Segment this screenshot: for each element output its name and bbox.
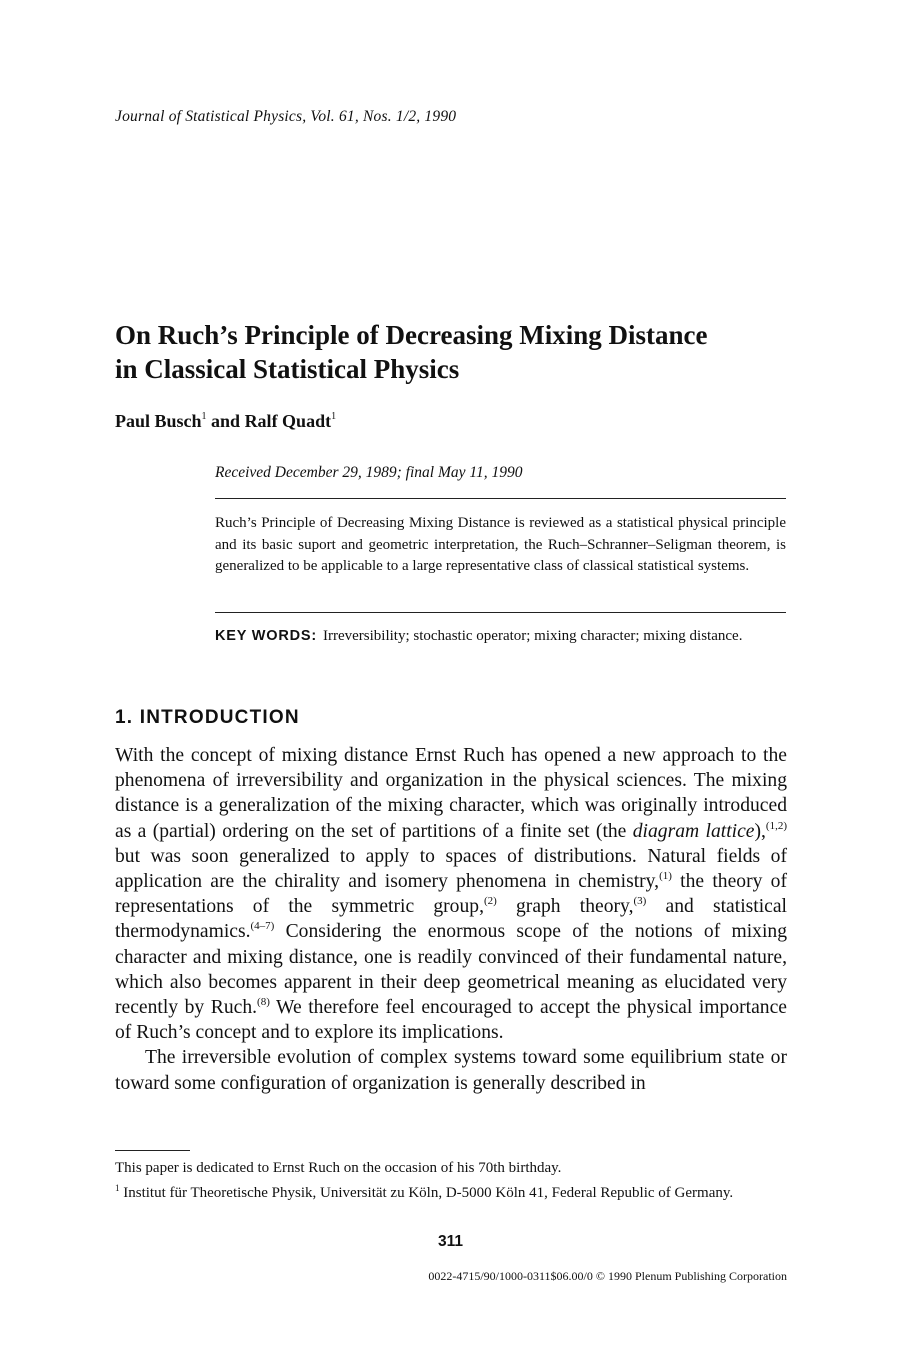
dedication-note: This paper is dedicated to Ernst Ruch on the occasion of his 70th birthday. (115, 1160, 562, 1176)
citation-ref: (8) (257, 996, 270, 1009)
text-run: ), (754, 820, 766, 842)
received-dates: Received December 29, 1989; final May 11, 1990 (215, 464, 523, 481)
citation-ref: (2) (483, 895, 497, 908)
affiliation-footnote (115, 1178, 787, 1203)
paragraph (115, 743, 787, 1045)
abstract: Ruch’s Principle of Decreasing Mixing Distance is reviewed as a statistical physical principle and its basic suport and geometric interpretation, the Ruch–Schranner–Seligman theorem, is generalized to be applicable to a large representative class of classical statistical systems. (215, 515, 786, 574)
abstract-bottom-rule (215, 612, 786, 613)
citation-ref: (1) (659, 870, 672, 883)
text-run: the theory of representations of the symmetric group, (115, 871, 787, 918)
author-name: Ralf Quadt (244, 411, 332, 431)
citation-ref: (1,2) (765, 819, 787, 832)
paper-title-line-2: in Classical Statistical Physics (115, 354, 460, 384)
paper-title (115, 318, 805, 386)
text-run: With the concept of mixing distance Ernst Ruch has opened a new approach to the phenomena of irreversibility and organization in the physical sciences. The mixing distance is a generalization of the mixing character, which was originally introduced as a (partial) ordering on the set of partitions of a finite set (the (115, 745, 787, 842)
body-text (115, 743, 787, 1096)
footnote-rule (115, 1150, 190, 1151)
paper-title-line-1: On Ruch’s Principle of Decreasing Mixing Distance (115, 320, 708, 350)
keywords-text: Irreversibility; stochastic operator; mixing character; mixing distance. (323, 628, 743, 644)
text-run: Considering the enormous scope of the notions of mixing character and mixing distance, one is readily convinced of their fundamental nature, which also becomes apparent in their deep geometrical meaning as elucidated very recently by Ruch. (115, 921, 787, 1019)
footnotes (115, 1158, 787, 1203)
affiliation-mark: 1 (201, 411, 207, 422)
affiliation-mark: 1 (331, 411, 337, 422)
footnote-mark: 1 (115, 1183, 120, 1193)
footnote-text: Institut für Theoretische Physik, Universität zu Köln, D-5000 Köln 41, Federal Republic of Germany. (119, 1185, 734, 1201)
author-separator: and (206, 411, 245, 431)
text-run: graph theory, (496, 896, 634, 918)
keywords (215, 626, 786, 648)
paragraph: The irreversible evolution of complex systems toward some equilibrium state or toward some configuration of organization is generally described in (115, 1047, 787, 1094)
journal-citation: Journal of Statistical Physics, Vol. 61, Nos. 1/2, 1990 (115, 108, 457, 125)
section-heading: 1. INTRODUCTION (115, 707, 300, 728)
author-list (115, 411, 336, 432)
citation-ref: (3) (633, 895, 647, 908)
emphasis: diagram lattice (632, 820, 755, 842)
text-run: but was soon generalized to apply to spaces of distributions. Natural fields of application are the chirality and isomery phenomena in chemistry, (115, 845, 787, 893)
abstract-top-rule (215, 498, 786, 499)
page-number: 311 (437, 1233, 463, 1250)
author-name: Paul Busch (115, 411, 202, 431)
text-run: and statistical thermodynamics. (115, 896, 787, 943)
keywords-label: KEY WORDS: (215, 628, 317, 644)
citation-ref: (4–7) (250, 920, 275, 933)
copyright-line: 0022-4715/90/1000-0311$06.00/0 © 1990 Plenum Publishing Corporation (428, 1269, 787, 1283)
text-run: We therefore feel encouraged to accept the physical importance of Ruch’s concept and to explore its implications. (115, 997, 787, 1044)
